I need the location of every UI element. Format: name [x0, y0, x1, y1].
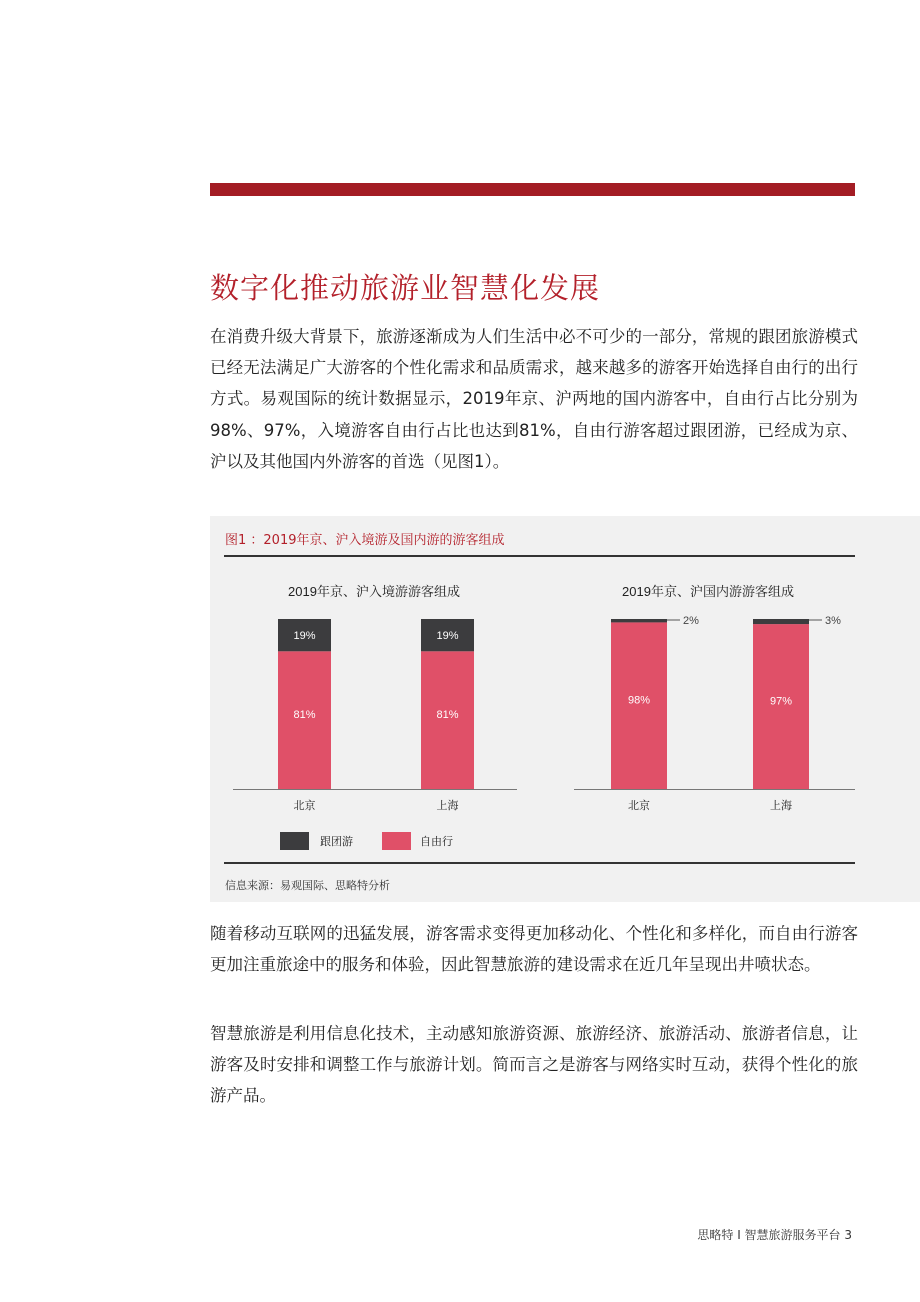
mobile-internet-paragraph: 随着移动互联网的迅猛发展，游客需求变得更加移动化、个性化和多样化，而自由行游客更加注重旅途中的服务和体验，因此智慧旅游的建设需求在近几年呈现出井喷状态。 — [210, 924, 858, 975]
category-label-2-2: 上海 — [770, 800, 792, 812]
figure-bottom-rule — [224, 862, 855, 864]
label-independent-1-2: 81% — [436, 709, 459, 722]
label-independent-2-2: 97% — [769, 695, 793, 708]
label-group-1-1: 19% — [293, 630, 316, 643]
legend-swatch-group — [280, 832, 309, 850]
category-label-1-1: 北京 — [293, 800, 316, 812]
label-group-2-2: 3% — [825, 615, 841, 627]
legend-label-independent: 自由行 — [420, 836, 453, 848]
figure-caption: 图1 ：2019年京、沪入境游及国内游的游客组成 — [225, 533, 505, 548]
bar-group-2-2 — [753, 619, 809, 624]
legend-swatch-independent — [382, 832, 411, 850]
top-accent-bar — [210, 183, 855, 196]
label-independent-2-1: 98% — [627, 694, 651, 707]
smart-tourism-paragraph: 智慧旅游是利用信息化技术，主动感知旅游资源、旅游经济、旅游活动、旅游者信息，让游客及时安排和调整工作与旅游计划。简而言之是游客与网络实时互动，获得个性化的旅游产品。 — [210, 1024, 858, 1106]
legend-label-group: 跟团游 — [320, 836, 353, 848]
category-label-2-1: 北京 — [628, 800, 650, 812]
bar-group-2-1 — [611, 619, 667, 622]
chart-title-2: 2019年京、沪国内游游客组成 — [622, 584, 794, 599]
figure-1 — [210, 516, 920, 902]
label-group-1-2: 19% — [436, 630, 459, 643]
figure-source: 信息来源：易观国际、思略特分析 — [225, 879, 390, 892]
chart-title-1: 2019年京、沪入境游游客组成 — [288, 584, 460, 599]
category-label-1-2: 上海 — [436, 800, 459, 812]
label-group-2-1: 2% — [683, 615, 699, 627]
page-footer: 思略特 I 智慧旅游服务平台 3 — [697, 1228, 852, 1242]
label-independent-1-1: 81% — [293, 709, 316, 722]
figure-charts — [210, 516, 920, 902]
section-title: 数字化推动旅游业智慧化发展 — [210, 271, 601, 305]
intro-paragraph: 在消费升级大背景下，旅游逐渐成为人们生活中必不可少的一部分，常规的跟团旅游模式已经无法满足广大游客的个性化需求和品质需求，越来越多的游客开始选择自由行的出行方式。易观国际的统计数据显示，2019年京、沪两地的国内游客中，自由行占比分别为98%、97%，入境游客自由行占比也达到81%，自由行游客超过跟团游，已经成为京、沪以及其他国内外游客的首选（见图1）。 — [210, 327, 858, 471]
